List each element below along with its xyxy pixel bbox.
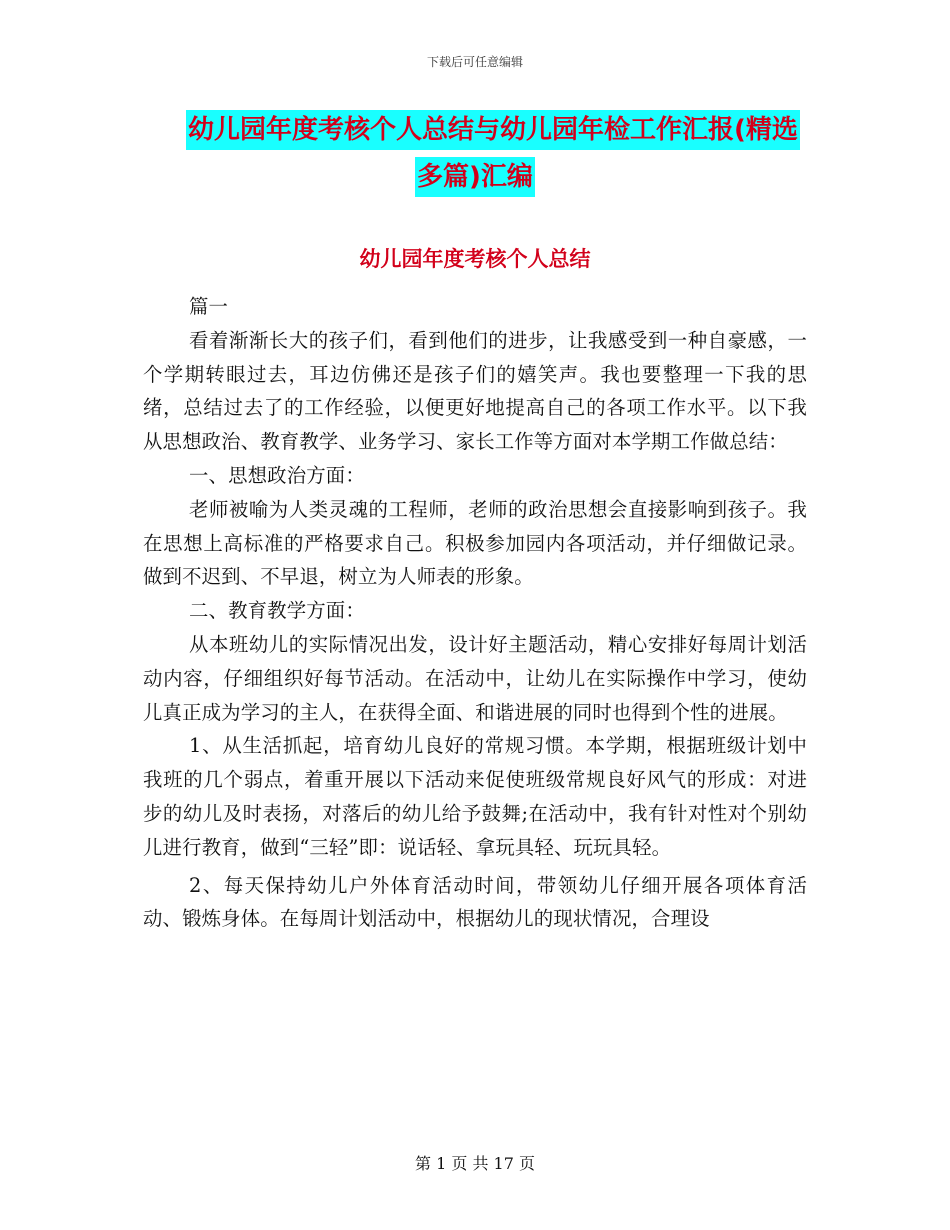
paragraph: 1、从生活抓起，培育幼儿良好的常规习惯。本学期，根据班级计划中我班的几个弱点，着重开展以下活动来促使班级常规良好风气的形成：对进步的幼儿及时表扬，对落后的幼儿给予鼓舞;在活动中，我有针对性对个别幼儿进行教育，做到“三轻”即：说话轻、拿玩具轻、玩玩具轻。 [143, 734, 807, 859]
paragraph: 从本班幼儿的实际情况出发，设计好主题活动，精心安排好每周计划活动内容，仔细组织好每节活动。在活动中，让幼儿在实际操作中学习，使幼儿真正成为学习的主人，在获得全面、和谐进展的同时也得到个性的进展。 [143, 632, 807, 724]
paragraph: 一、思想政治方面： [189, 463, 365, 487]
page-number: 第 1 页 共 17 页 [415, 1154, 535, 1173]
title-line-1: 幼儿园年度考核个人总结与幼儿园年检工作汇报(精选 [186, 110, 800, 150]
paragraph: 二、教育教学方面： [189, 599, 365, 623]
paragraph: 篇一 [189, 295, 229, 318]
paragraph: 看着渐渐长大的孩子们，看到他们的进步，让我感受到一种自豪感，一个学期转眼过去，耳边仿佛还是孩子们的嬉笑声。我也要整理一下我的思绪，总结过去了的工作经验，以便更好地提高自己的各项工作水平。以下我从思想政治、教育教学、业务学习、家长工作等方面对本学期工作做总结： [143, 328, 807, 454]
document-body [143, 290, 807, 936]
section-title: 幼儿园年度考核个人总结 [359, 247, 591, 271]
paragraph: 老师被喻为人类灵魂的工程师，老师的政治思想会直接影响到孩子。我在思想上高标准的严格要求自己。积极参加园内各项活动，并仔细做记录。做到不迟到、不早退，树立为人师表的形象。 [143, 497, 807, 589]
paragraph: 2、每天保持幼儿户外体育活动时间，带领幼儿仔细开展各项体育活动、锻炼身体。在每周计划活动中，根据幼儿的现状情况，合理设 [143, 873, 807, 931]
title-line-2: 多篇)汇编 [415, 157, 535, 197]
page-header: 下载后可任意编辑 [426, 55, 523, 69]
